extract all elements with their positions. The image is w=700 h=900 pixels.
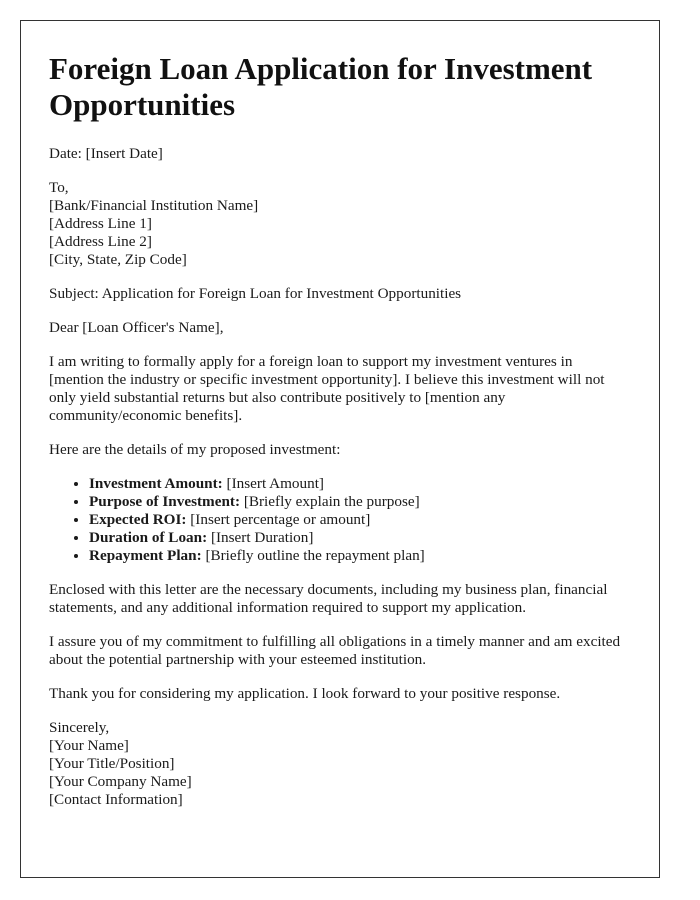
subject-line: Subject: Application for Foreign Loan for Investment Opportunities xyxy=(49,285,462,302)
detail-item-amount xyxy=(89,475,631,493)
detail-value: [Briefly outline the repayment plan] xyxy=(201,547,425,564)
recipient-address-line-2: [Address Line 2] xyxy=(49,233,152,250)
detail-item-roi xyxy=(89,511,631,529)
investment-details-list xyxy=(49,475,631,565)
detail-value: [Briefly explain the purpose] xyxy=(240,493,420,510)
sender-contact: [Contact Information] xyxy=(49,791,183,808)
detail-label: Purpose of Investment: xyxy=(89,493,241,510)
salutation: Dear [Loan Officer's Name], xyxy=(49,319,224,336)
detail-item-purpose xyxy=(89,493,631,511)
detail-label: Repayment Plan: xyxy=(89,547,202,564)
closing-block xyxy=(49,719,631,809)
detail-item-duration xyxy=(89,529,631,547)
sender-company: [Your Company Name] xyxy=(49,773,192,790)
details-intro: Here are the details of my proposed investment: xyxy=(49,441,341,458)
enclosure-paragraph: Enclosed with this letter are the necessary documents, including my business plan, financial statements, and any additional information required to support my application. xyxy=(49,581,608,616)
letter-page xyxy=(20,20,660,878)
detail-value: [Insert Amount] xyxy=(222,475,324,492)
intro-paragraph: I am writing to formally apply for a foreign loan to support my investment ventures in [mention the industry or specific investment opportunity]. I believe this investment will not only yield substantial returns but also contribute positively to [mention any community/economic benefits]. xyxy=(49,353,605,424)
assurance-paragraph: I assure you of my commitment to fulfilling all obligations in a timely manner and am excited about the potential partnership with your esteemed institution. xyxy=(49,633,621,668)
detail-label: Investment Amount: xyxy=(89,475,223,492)
recipient-address-line-1: [Address Line 1] xyxy=(49,215,152,232)
sender-name: [Your Name] xyxy=(49,737,129,754)
sender-title: [Your Title/Position] xyxy=(49,755,175,772)
detail-value: [Insert percentage or amount] xyxy=(186,511,371,528)
sign-off: Sincerely, xyxy=(49,719,110,736)
recipient-city: [City, State, Zip Code] xyxy=(49,251,187,268)
date-line: Date: [Insert Date] xyxy=(49,145,163,162)
detail-item-repayment xyxy=(89,547,631,565)
recipient-to: To, xyxy=(49,179,69,196)
thanks-paragraph: Thank you for considering my application. I look forward to your positive response. xyxy=(49,685,561,702)
recipient-name: [Bank/Financial Institution Name] xyxy=(49,197,259,214)
document-title: Foreign Loan Application for Investment Opportunities xyxy=(49,51,593,122)
detail-label: Expected ROI: xyxy=(89,511,187,528)
detail-label: Duration of Loan: xyxy=(89,529,208,546)
recipient-block xyxy=(49,179,631,269)
detail-value: [Insert Duration] xyxy=(207,529,314,546)
